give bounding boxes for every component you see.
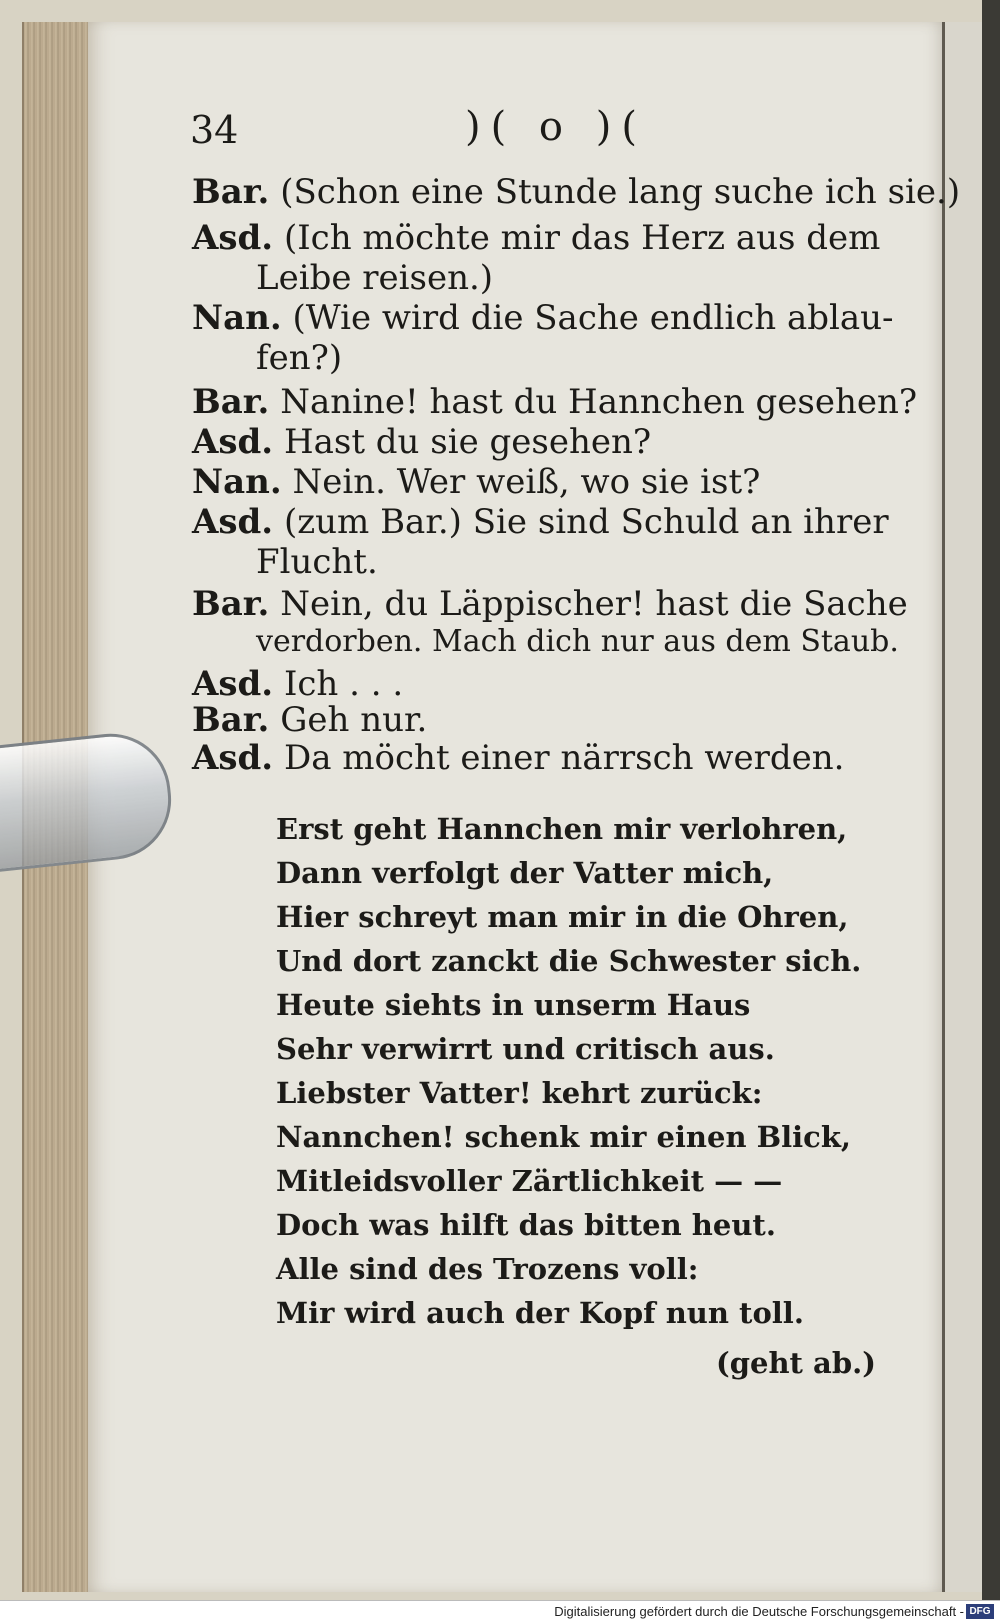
line-continuation: verdorben. Mach dich nur aus dem Staub.	[256, 624, 899, 659]
line-text: Nein. Wer weiß, wo sie ist?	[292, 462, 761, 502]
speaker: Asd.	[192, 502, 274, 542]
line-text: Nanine! hast du Hannchen gesehen?	[280, 382, 918, 422]
header-ornament: )( o )(	[465, 104, 647, 150]
line-text: Geh nur.	[280, 700, 428, 740]
dialogue-line	[192, 584, 908, 624]
speaker: Nan.	[192, 462, 282, 502]
footer-bar	[0, 1600, 1000, 1624]
dfg-logo: DFG	[966, 1604, 994, 1619]
line-continuation: fen?)	[256, 338, 343, 378]
song-line: Liebster Vatter! kehrt zurück:	[276, 1076, 763, 1110]
song-line: Mir wird auch der Kopf nun toll.	[276, 1296, 804, 1330]
line-text: (Ich möchte mir das Herz aus dem	[283, 218, 881, 258]
song-line: Dann verfolgt der Vatter mich,	[276, 856, 774, 890]
speaker: Asd.	[192, 664, 274, 704]
speaker: Asd.	[192, 218, 274, 258]
dialogue-line	[192, 502, 889, 542]
page-number: 34	[190, 108, 239, 152]
dialogue-line	[192, 382, 917, 422]
line-continuation: Flucht.	[256, 542, 378, 582]
stage-direction: (geht ab.)	[716, 1346, 876, 1380]
line-text: (Wie wird die Sache endlich ablau-	[292, 298, 894, 338]
line-text: Hast du sie gesehen?	[283, 422, 652, 462]
footer-credit: Digitalisierung gefördert durch die Deutsche Forschungsgemeinschaft -	[554, 1604, 964, 1619]
song-line: Sehr verwirrt und critisch aus.	[276, 1032, 775, 1066]
line-text: Da möcht einer närrsch werden.	[283, 738, 845, 778]
dialogue-line	[192, 700, 427, 740]
dialogue-line	[192, 218, 880, 258]
dialogue-line	[192, 172, 960, 212]
scan-border	[982, 0, 1000, 1600]
dialogue-line	[192, 664, 403, 704]
song-line: Erst geht Hannchen mir verlohren,	[276, 812, 848, 846]
speaker: Bar.	[192, 700, 270, 740]
dialogue-line	[192, 462, 760, 502]
song-line: Und dort zanckt die Schwester sich.	[276, 944, 862, 978]
dialogue-line	[192, 422, 651, 462]
line-continuation: Leibe reisen.)	[256, 258, 494, 298]
line-text: Nein, du Läppischer! hast die Sache	[280, 584, 908, 624]
line-text: Ich . . .	[283, 664, 404, 704]
dialogue-line	[192, 298, 894, 338]
speaker: Bar.	[192, 382, 270, 422]
song-line: Heute siehts in unserm Haus	[276, 988, 751, 1022]
song-line: Mitleidsvoller Zärtlichkeit — —	[276, 1164, 783, 1198]
adjacent-page	[942, 22, 985, 1592]
line-text: (zum Bar.) Sie sind Schuld an ihrer	[283, 502, 889, 542]
song-line: Hier schreyt man mir in die Ohren,	[276, 900, 849, 934]
speaker: Bar.	[192, 584, 270, 624]
song-line: Alle sind des Trozens voll:	[276, 1252, 699, 1286]
line-text: (Schon eine Stunde lang suche ich sie.)	[280, 172, 961, 212]
song-line: Doch was hilft das bitten heut.	[276, 1208, 776, 1242]
speaker: Nan.	[192, 298, 282, 338]
speaker: Asd.	[192, 422, 274, 462]
speaker: Asd.	[192, 738, 274, 778]
speaker: Bar.	[192, 172, 270, 212]
song-line: Nannchen! schenk mir einen Blick,	[276, 1120, 852, 1154]
dialogue-line	[192, 738, 844, 778]
